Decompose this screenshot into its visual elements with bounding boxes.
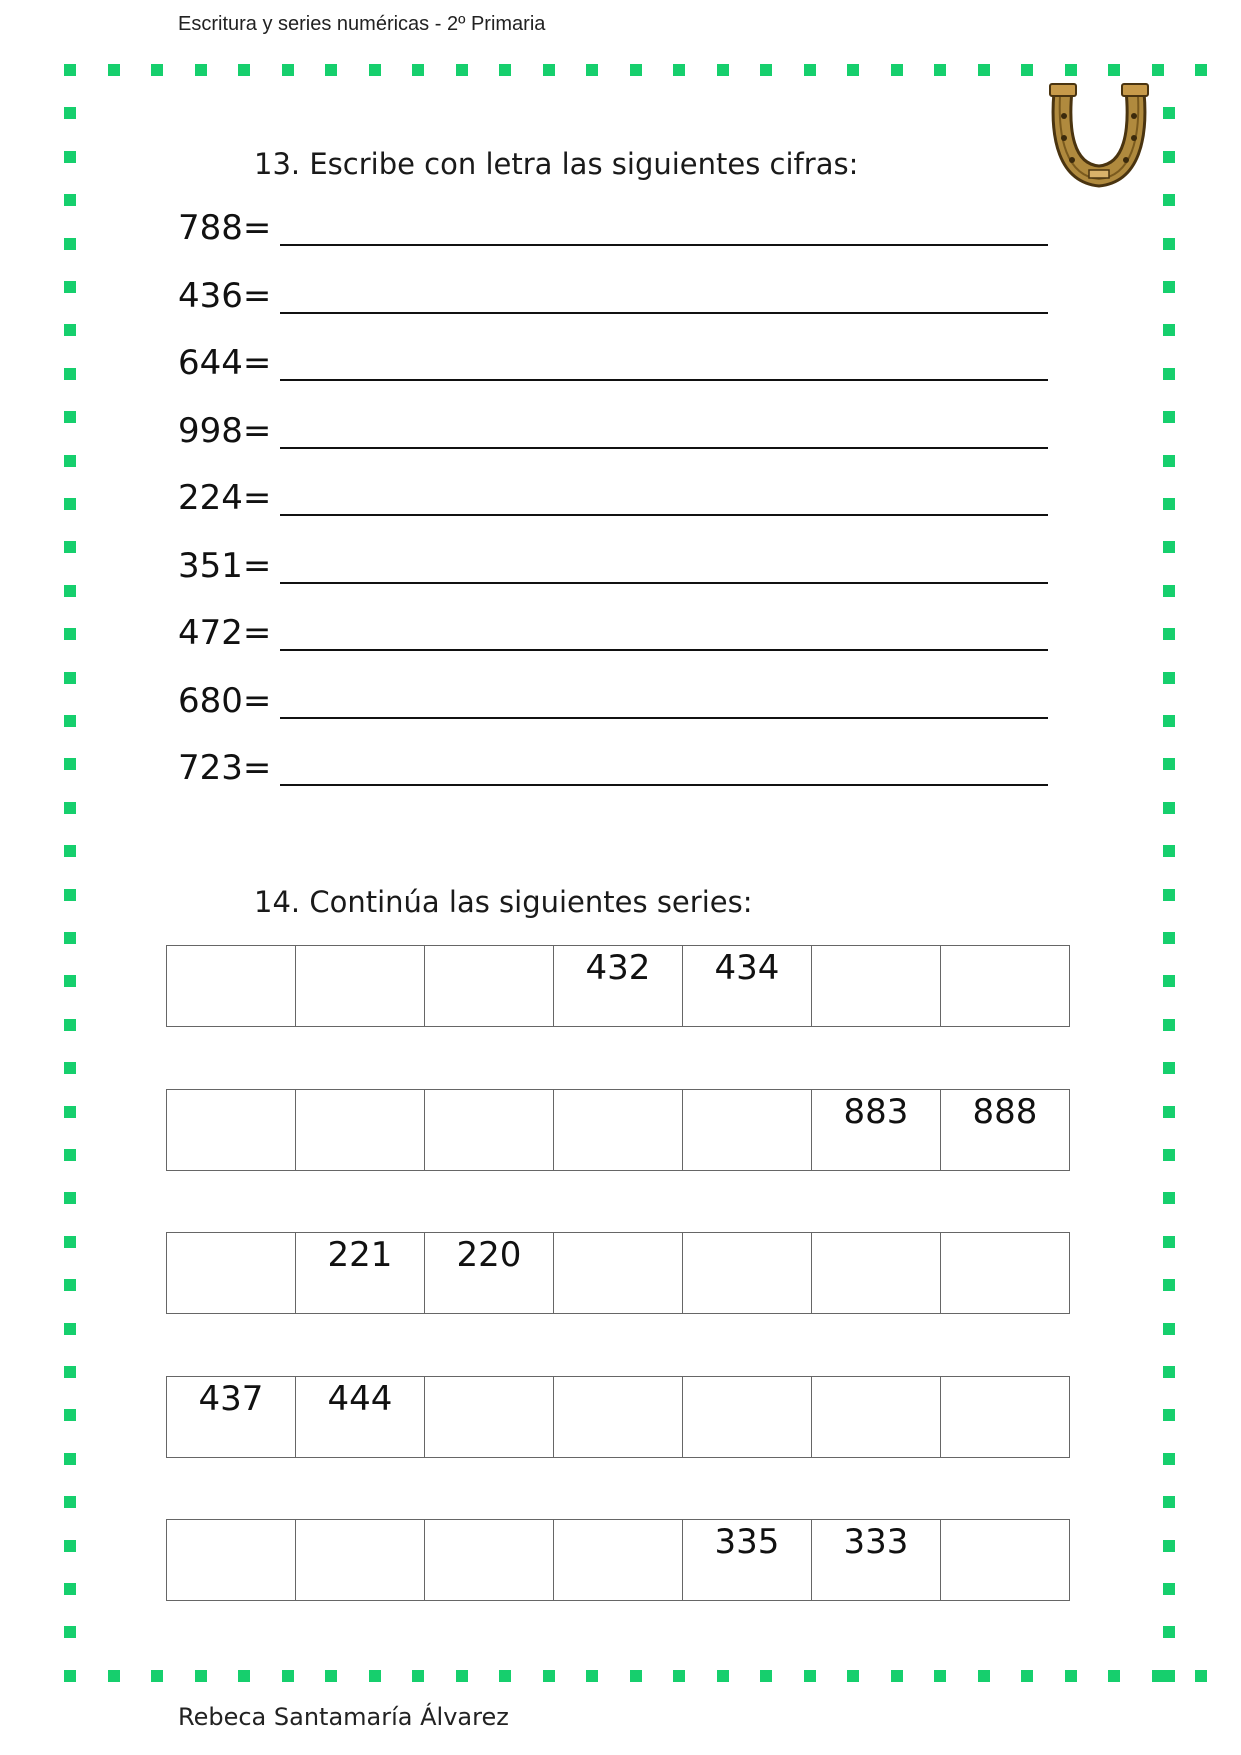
border-dot — [1163, 1106, 1175, 1118]
number-label: 723= — [178, 748, 272, 788]
border-dot — [1163, 1626, 1175, 1638]
border-dot — [282, 1670, 294, 1682]
series-cell: 221 — [296, 1233, 425, 1314]
border-dot — [891, 1670, 903, 1682]
border-dot — [1163, 1366, 1175, 1378]
border-dot — [64, 324, 76, 336]
series-cell[interactable] — [554, 1376, 683, 1457]
border-dot — [1163, 1583, 1175, 1595]
series-cell[interactable] — [425, 1089, 554, 1170]
border-dot — [1152, 64, 1164, 76]
series-cell[interactable] — [296, 1089, 425, 1170]
answer-blank[interactable] — [280, 649, 1048, 651]
border-dot — [1021, 64, 1033, 76]
border-dot — [64, 585, 76, 597]
border-dot — [108, 64, 120, 76]
write-line — [178, 611, 1048, 655]
number-label: 436= — [178, 275, 272, 316]
border-dot — [64, 64, 76, 76]
series-row — [167, 1376, 1070, 1457]
exercise-14-title: 14. Continúa las siguientes series: — [254, 885, 753, 919]
series-cell[interactable] — [425, 1520, 554, 1601]
series-cell: 335 — [683, 1520, 812, 1601]
border-dot — [586, 64, 598, 76]
write-line — [178, 274, 1048, 318]
border-dot — [1163, 1236, 1175, 1248]
border-dot — [412, 1670, 424, 1682]
border-dot — [64, 1670, 76, 1682]
border-dot — [64, 1409, 76, 1421]
border-dot — [369, 64, 381, 76]
border-dot — [1163, 1670, 1175, 1682]
border-dot — [1163, 845, 1175, 857]
border-dot — [760, 64, 772, 76]
border-dot — [64, 1279, 76, 1291]
border-dot — [1163, 498, 1175, 510]
border-dot — [64, 1019, 76, 1031]
series-cell[interactable] — [554, 1233, 683, 1314]
border-dot — [673, 64, 685, 76]
series-cell: 220 — [425, 1233, 554, 1314]
border-dot — [282, 64, 294, 76]
answer-blank[interactable] — [280, 244, 1048, 246]
border-dot — [673, 1670, 685, 1682]
border-dot — [64, 1236, 76, 1248]
border-dot — [1163, 1149, 1175, 1161]
answer-blank[interactable] — [280, 514, 1048, 516]
border-dot — [1163, 1323, 1175, 1335]
border-dot — [108, 1670, 120, 1682]
border-dot — [1163, 541, 1175, 553]
border-dot — [151, 64, 163, 76]
series-cell: 888 — [941, 1089, 1070, 1170]
border-dot — [151, 1670, 163, 1682]
series-row — [167, 1233, 1070, 1314]
border-dot — [64, 932, 76, 944]
border-dot — [1065, 64, 1077, 76]
border-dot — [64, 1062, 76, 1074]
number-label: 644= — [178, 343, 272, 383]
border-dot — [934, 1670, 946, 1682]
series-cell[interactable] — [683, 1376, 812, 1457]
border-dot — [1163, 238, 1175, 250]
border-dot — [1163, 1192, 1175, 1204]
border-dot — [1163, 1453, 1175, 1465]
border-dot — [760, 1670, 772, 1682]
border-dot — [64, 411, 76, 423]
write-line — [178, 544, 1048, 588]
border-dot — [1163, 1062, 1175, 1074]
series-cell[interactable] — [683, 1233, 812, 1314]
border-dot — [64, 1626, 76, 1638]
series-cell[interactable] — [554, 1520, 683, 1601]
answer-blank[interactable] — [280, 784, 1048, 786]
series-cell[interactable] — [554, 1089, 683, 1170]
border-dot — [1163, 802, 1175, 814]
border-dot — [1163, 455, 1175, 467]
series-cell[interactable] — [812, 1233, 941, 1314]
border-dot — [847, 64, 859, 76]
border-dot — [1108, 64, 1120, 76]
border-dot — [1195, 1670, 1207, 1682]
border-dot — [630, 64, 642, 76]
series-cell: 434 — [683, 946, 812, 1027]
horseshoe-icon — [1046, 82, 1152, 192]
border-dot — [630, 1670, 642, 1682]
series-table — [166, 945, 1070, 1027]
border-dot — [412, 64, 424, 76]
border-dot — [64, 194, 76, 206]
border-dot — [847, 1670, 859, 1682]
write-line — [178, 476, 1048, 520]
series-cell: 883 — [812, 1089, 941, 1170]
series-cell[interactable] — [296, 946, 425, 1027]
border-dot — [64, 889, 76, 901]
border-dot — [64, 498, 76, 510]
number-label: 351= — [178, 545, 272, 586]
border-dot — [238, 64, 250, 76]
border-dot — [1163, 324, 1175, 336]
series-cell[interactable] — [167, 1520, 296, 1601]
border-dot — [64, 715, 76, 727]
border-dot — [1163, 585, 1175, 597]
write-line — [178, 679, 1048, 723]
border-dot — [1152, 1670, 1164, 1682]
border-dot — [64, 975, 76, 987]
border-dot — [64, 1540, 76, 1552]
border-dot — [64, 1366, 76, 1378]
series-cell[interactable] — [167, 1233, 296, 1314]
border-dot — [1195, 64, 1207, 76]
border-dot — [1163, 889, 1175, 901]
border-dot — [64, 107, 76, 119]
border-dot — [1163, 1540, 1175, 1552]
series-cell[interactable] — [296, 1520, 425, 1601]
border-dot — [64, 1323, 76, 1335]
series-cell: 333 — [812, 1520, 941, 1601]
border-dot — [891, 64, 903, 76]
border-dot — [1163, 1019, 1175, 1031]
answer-blank[interactable] — [280, 582, 1048, 584]
series-cell: 437 — [167, 1376, 296, 1457]
border-dot — [1108, 1670, 1120, 1682]
border-dot — [1163, 151, 1175, 163]
border-dot — [64, 672, 76, 684]
border-dot — [1163, 628, 1175, 640]
series-cell: 432 — [554, 946, 683, 1027]
answer-blank[interactable] — [280, 717, 1048, 719]
border-dot — [978, 1670, 990, 1682]
series-cell[interactable] — [941, 1520, 1070, 1601]
border-dot — [325, 1670, 337, 1682]
border-dot — [64, 1192, 76, 1204]
series-cell[interactable] — [812, 1376, 941, 1457]
border-dot — [586, 1670, 598, 1682]
document-footer: Rebeca Santamaría Álvarez — [178, 1703, 509, 1731]
series-cell[interactable] — [425, 1376, 554, 1457]
border-dot — [934, 64, 946, 76]
border-dot — [804, 1670, 816, 1682]
border-dot — [238, 1670, 250, 1682]
series-table — [166, 1376, 1070, 1458]
number-label: 472= — [178, 613, 272, 653]
series-table — [166, 1232, 1070, 1314]
write-line — [178, 341, 1048, 385]
number-label: 680= — [178, 680, 272, 721]
border-dot — [499, 1670, 511, 1682]
border-dot — [717, 1670, 729, 1682]
border-dot — [369, 1670, 381, 1682]
border-dot — [325, 64, 337, 76]
series-cell[interactable] — [812, 946, 941, 1027]
border-dot — [195, 64, 207, 76]
answer-blank[interactable] — [280, 379, 1048, 381]
border-dot — [978, 64, 990, 76]
border-dot — [1163, 1496, 1175, 1508]
series-table — [166, 1519, 1070, 1601]
answer-blank[interactable] — [280, 312, 1048, 314]
border-dot — [64, 758, 76, 770]
border-dot — [1065, 1670, 1077, 1682]
series-cell[interactable] — [167, 946, 296, 1027]
border-dot — [717, 64, 729, 76]
border-dot — [1163, 975, 1175, 987]
series-cell[interactable] — [941, 1233, 1070, 1314]
border-dot — [1163, 281, 1175, 293]
series-row — [167, 1520, 1070, 1601]
border-dot — [64, 455, 76, 467]
border-dot — [499, 64, 511, 76]
write-line — [178, 409, 1048, 453]
series-row — [167, 1089, 1070, 1170]
border-dot — [1163, 411, 1175, 423]
answer-blank[interactable] — [280, 447, 1048, 449]
border-dot — [1163, 672, 1175, 684]
border-dot — [1163, 715, 1175, 727]
border-dot — [64, 151, 76, 163]
border-dot — [543, 64, 555, 76]
border-dot — [1163, 194, 1175, 206]
write-line — [178, 746, 1048, 790]
border-dot — [64, 1453, 76, 1465]
number-label: 998= — [178, 410, 272, 451]
border-dot — [456, 1670, 468, 1682]
border-dot — [64, 238, 76, 250]
border-dot — [1163, 368, 1175, 380]
border-dot — [1163, 1409, 1175, 1421]
border-dot — [195, 1670, 207, 1682]
series-cell[interactable] — [683, 1089, 812, 1170]
border-dot — [64, 802, 76, 814]
border-dot — [64, 368, 76, 380]
border-dot — [64, 281, 76, 293]
border-dot — [456, 64, 468, 76]
series-row — [167, 946, 1070, 1027]
border-dot — [804, 64, 816, 76]
exercise-13-title: 13. Escribe con letra las siguientes cifras: — [254, 147, 859, 181]
border-dot — [1163, 932, 1175, 944]
write-line — [178, 206, 1048, 250]
border-dot — [64, 1106, 76, 1118]
series-table — [166, 1089, 1070, 1171]
series-cell[interactable] — [941, 946, 1070, 1027]
border-dot — [64, 1149, 76, 1161]
border-dot — [64, 845, 76, 857]
series-cell[interactable] — [941, 1376, 1070, 1457]
series-cell[interactable] — [167, 1089, 296, 1170]
border-dot — [1163, 107, 1175, 119]
border-dot — [1163, 758, 1175, 770]
border-dot — [64, 1583, 76, 1595]
series-cell: 444 — [296, 1376, 425, 1457]
border-dot — [543, 1670, 555, 1682]
series-cell[interactable] — [425, 946, 554, 1027]
border-dot — [64, 1496, 76, 1508]
number-label: 788= — [178, 208, 272, 248]
border-dot — [64, 628, 76, 640]
border-dot — [1163, 1279, 1175, 1291]
border-dot — [1021, 1670, 1033, 1682]
border-dot — [64, 541, 76, 553]
document-header: Escritura y series numéricas - 2º Primaria — [178, 13, 546, 35]
number-label: 224= — [178, 478, 272, 518]
